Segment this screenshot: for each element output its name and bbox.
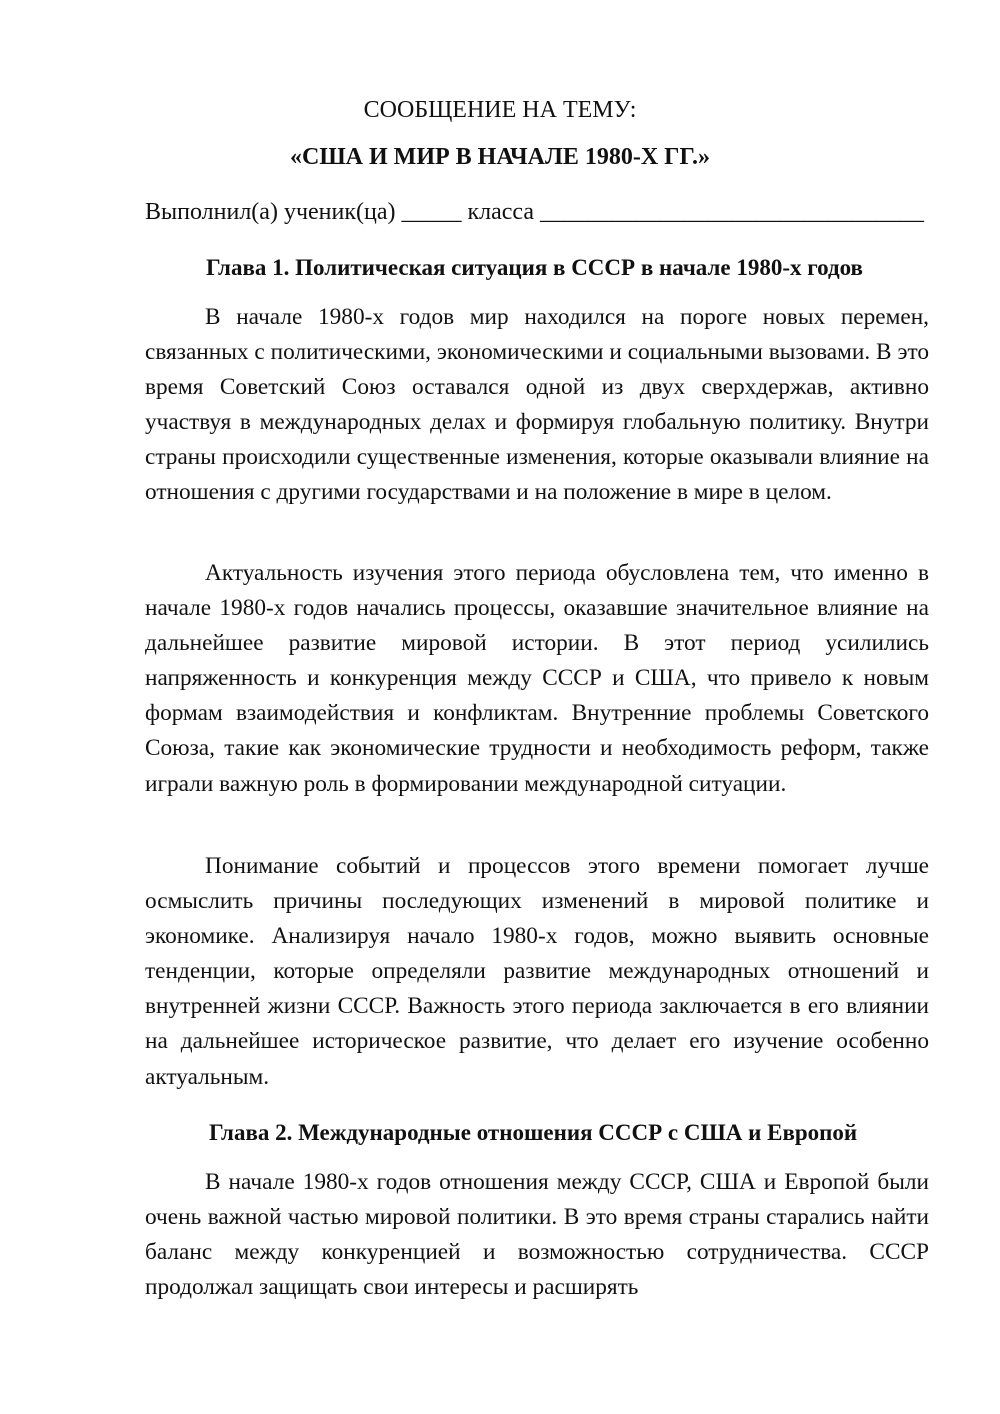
chapter-1-paragraph-2: Актуальность изучения этого периода обусловлена тем, что именно в начале 1980-х годов начались процессы, оказавшие значительное влияние на дальнейшее развитие мировой истории. В этот период усилились напряженность и конкуренция между СССР и США, что привело к новым формам взаимодействия и конфликтам. Внутренние проблемы Советского Союза, такие как экономические трудности и необходимость реформ, также играли важную роль в формировании международной ситуации. <box>145 560 929 797</box>
chapter-1-paragraph-3: Понимание событий и процессов этого времени помогает лучше осмыслить причины последующих изменений в мировой политике и экономике. Анализируя начало 1980-х годов, можно выявить основные тенденции, которые определяли развитие международных отношений и внутренней жизни СССР. Важность этого периода заключается в его влиянии на дальнейшее историческое развитие, что делает его изучение особенно актуальным. <box>145 853 929 1090</box>
document-title-topic-label: СООБЩЕНИЕ НА ТЕМУ: <box>363 97 637 123</box>
chapter-2-heading: Глава 2. Международные отношения СССР с США и Европой <box>209 1120 858 1145</box>
author-line: Выполнил(а) ученик(ца) _____ класса ________________________________ <box>145 199 925 225</box>
chapter-1-paragraph-1: В начале 1980-х годов мир находился на пороге новых перемен, связанных с политическими, экономическими и социальными вызовами. В это время Советский Союз оставался одной из двух сверхдержав, активно участвуя в международных делах и формируя глобальную политику. Внутри страны происходили существенные изменения, которые оказывали влияние на отношения с другими государствами и на положение в мире в целом. <box>145 304 929 506</box>
document-title: «США И МИР В НАЧАЛЕ 1980-Х ГГ.» <box>289 144 711 170</box>
chapter-1-heading: Глава 1. Политическая ситуация в СССР в начале 1980-х годов <box>206 255 863 280</box>
chapter-2-paragraph-1: В начале 1980-х годов отношения между СССР, США и Европой были очень важной частью мировой политики. В это время страны старались найти баланс между конкуренцией и возможностью сотрудничества. СССР продолжал защищать свои интересы и расширять <box>145 1169 929 1301</box>
